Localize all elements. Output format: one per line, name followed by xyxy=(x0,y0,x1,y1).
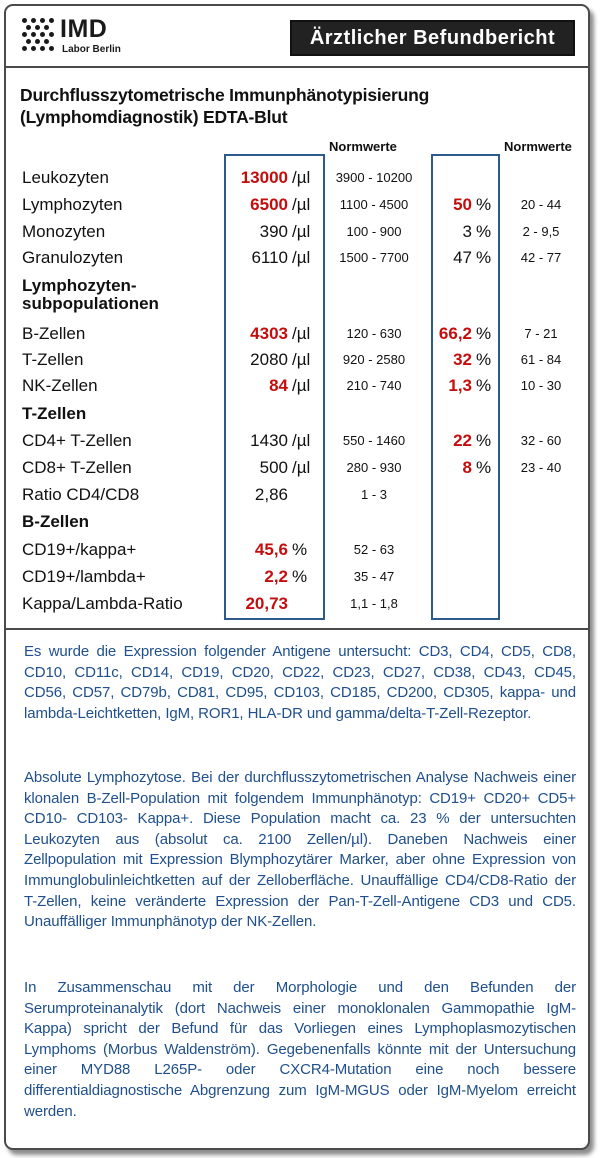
logo-dot xyxy=(26,25,31,30)
result-label: NK-Zellen xyxy=(22,376,98,395)
percent-value: 47 xyxy=(453,248,472,267)
result-value: 1430 xyxy=(250,431,288,450)
percent-unit: % xyxy=(476,458,492,477)
result-label: CD19+/lambda+ xyxy=(22,567,146,586)
reference-range: 920 - 2580 xyxy=(342,352,406,367)
result-row xyxy=(6,348,588,372)
result-unit: % xyxy=(292,540,308,559)
headline-line-2: (Lymphomdiagnostik) EDTA-Blut xyxy=(20,107,288,127)
logo-dots-icon xyxy=(22,18,56,52)
analysis-paragraph: Absolute Lymphozytose. Bei der durchflusszytometrischen Analyse Nachweis einer klonalen B-Zell-Population mit folgendem Immunphänotyp: CD19+ CD20+ CD5+ CD10- CD103- Kappa+. Diese Population macht ca. 23 % der untersuchten Leukozyten aus (absolut ca. 2100 Zellen/µl). Daneben Nachweis einer Zellpopulation mit Expression Blymphozytärer Marker, aber ohne Expression von Immunglobulinleichtketten auf der Zelloberfläche. Unauffällige CD4/CD8-Ratio der T-Zellen, keine veränderte Expression der Pan-T-Zell-Antigene CD3 und CD5. Unauffälliger Immunphänotyp der NK-Zellen. xyxy=(24,769,576,931)
result-row xyxy=(6,483,588,507)
reference-range: 1100 - 4500 xyxy=(339,197,409,212)
result-value: 2080 xyxy=(250,350,288,369)
logo-dot xyxy=(35,25,40,30)
logo-dot xyxy=(40,32,45,37)
result-label: CD8+ T-Zellen xyxy=(22,458,132,477)
report-title: Ärztlicher Befundbericht xyxy=(290,20,575,56)
result-label: Monozyten xyxy=(22,222,106,241)
percent-value: 32 xyxy=(453,350,472,369)
result-label: Leukozyten xyxy=(22,168,109,187)
section-label: Lymphozyten- xyxy=(22,276,137,295)
result-label: Ratio CD4/CD8 xyxy=(22,485,140,504)
percent-unit: % xyxy=(476,195,492,214)
percent-unit: % xyxy=(476,248,492,267)
result-label: Granulozyten xyxy=(22,248,124,267)
percent-value: 8 xyxy=(462,458,472,477)
result-value: 2,86 xyxy=(254,485,288,504)
logo-dot xyxy=(26,39,31,44)
conclusion-paragraph: In Zusammenschau mit der Morphologie und den Befunden der Serumproteinanalytik (dort Nachweis einer monoklonalen Gammopathie IgM-Kappa) spricht der Befund für das Vorliegen eines Lymphoplasmozytischen Lymphoms (Morbus Waldenström). Gegebenenfalls könnte mit der Untersuchung einer MYD88 L265P- oder CXCR4-Mutation eine noch bessere differentialdiagnostische Abgrenzung zum IgM-MGUS oder IgM-Myelom erreicht werden. xyxy=(24,979,576,1120)
section-heading xyxy=(6,274,588,313)
result-unit: /µl xyxy=(292,248,311,267)
result-row xyxy=(6,220,588,244)
reference-range: 1,1 - 1,8 xyxy=(350,596,398,611)
result-value: 500 xyxy=(259,458,288,477)
logo-dot xyxy=(49,46,54,51)
percent-reference-range: 20 - 44 xyxy=(520,197,562,212)
section-label: B-Zellen xyxy=(22,512,90,531)
result-row xyxy=(6,166,588,190)
normwerte-header-percent: Normwerte xyxy=(504,139,572,154)
logo-dot xyxy=(35,39,40,44)
percent-unit: % xyxy=(476,222,492,241)
logo-name: IMD xyxy=(60,15,108,43)
reference-range: 120 - 630 xyxy=(346,326,402,341)
logo-dot xyxy=(22,32,27,37)
headline-line-1: Durchflusszytometrische Immunphänotypisierung xyxy=(20,85,430,105)
result-unit: /µl xyxy=(292,195,311,214)
result-row xyxy=(6,538,588,562)
imd-logo xyxy=(22,16,132,56)
percent-unit: % xyxy=(476,376,492,395)
headline xyxy=(20,84,580,128)
section-label-line-2: subpopulationen xyxy=(22,294,159,313)
result-label: CD19+/kappa+ xyxy=(22,540,137,559)
logo-dot xyxy=(49,18,54,23)
result-label: Lymphozyten xyxy=(22,195,123,214)
result-row xyxy=(6,246,588,270)
logo-dot xyxy=(40,18,45,23)
section-divider xyxy=(6,628,588,630)
percent-value: 22 xyxy=(453,431,472,450)
percent-reference-range: 23 - 40 xyxy=(520,460,562,475)
percent-reference-range: 10 - 30 xyxy=(520,378,562,393)
antigen-paragraph: Es wurde die Expression folgender Antigene untersucht: CD3, CD4, CD5, CD8, CD10, CD11c, CD14, CD19, CD20, CD22, CD23, CD27, CD38, CD43, CD45, CD56, CD57, CD79b, CD81, CD95, CD103, CD185, CD200, CD305, kappa- und lambda-Leichtketten, IgM, ROR1, HLA-DR und gamma/delta-T-Zell-Rezeptor. xyxy=(24,643,576,722)
result-unit: /µl xyxy=(292,168,311,187)
result-label: T-Zellen xyxy=(22,350,84,369)
result-value: 6110 xyxy=(251,248,288,267)
percent-reference-range: 7 - 21 xyxy=(524,326,558,341)
result-row xyxy=(6,565,588,589)
percent-unit: % xyxy=(476,324,492,343)
percent-unit: % xyxy=(476,350,492,369)
logo-dot xyxy=(31,18,36,23)
section-heading xyxy=(6,402,588,426)
reference-range: 210 - 740 xyxy=(346,378,402,393)
logo-dot xyxy=(22,46,27,51)
logo-dot xyxy=(44,39,49,44)
result-unit: /µl xyxy=(292,376,311,395)
percent-reference-range: 42 - 77 xyxy=(520,250,562,265)
logo-dot xyxy=(44,25,49,30)
logo-dot xyxy=(40,46,45,51)
reference-range: 280 - 930 xyxy=(346,460,402,475)
percent-value: 3 xyxy=(462,222,472,241)
result-row xyxy=(6,429,588,453)
result-row xyxy=(6,322,588,346)
result-row xyxy=(6,374,588,398)
reference-range: 550 - 1460 xyxy=(342,433,406,448)
result-unit: /µl xyxy=(292,350,311,369)
section-heading xyxy=(6,510,588,534)
result-unit: % xyxy=(292,567,308,586)
percent-value: 66,2 xyxy=(438,324,472,343)
report-card xyxy=(4,4,590,1150)
result-value: 390 xyxy=(259,222,288,241)
result-label: CD4+ T-Zellen xyxy=(22,431,132,450)
percent-value: 1,3 xyxy=(448,376,472,395)
result-value: 4303 xyxy=(250,324,288,343)
reference-range: 1500 - 7700 xyxy=(339,250,409,265)
logo-dot xyxy=(31,46,36,51)
percent-value: 50 xyxy=(453,195,472,214)
result-row xyxy=(6,592,588,616)
reference-range: 52 - 63 xyxy=(353,542,395,557)
logo-dot xyxy=(22,18,27,23)
logo-subtitle: Labor Berlin xyxy=(62,44,121,55)
result-unit: /µl xyxy=(292,222,311,241)
report-header xyxy=(6,6,588,68)
reference-range: 1 - 3 xyxy=(360,487,387,502)
logo-dot xyxy=(31,32,36,37)
result-unit: /µl xyxy=(292,324,311,343)
reference-range: 100 - 900 xyxy=(346,224,402,239)
result-unit: /µl xyxy=(292,431,311,450)
logo-dot xyxy=(49,32,54,37)
result-unit: /µl xyxy=(292,458,311,477)
percent-unit: % xyxy=(476,431,492,450)
reference-range: 3900 - 10200 xyxy=(335,170,413,185)
result-row xyxy=(6,456,588,480)
result-value: 20,73 xyxy=(245,594,288,613)
result-value: 84 xyxy=(269,376,288,395)
result-row xyxy=(6,193,588,217)
result-label: Kappa/Lambda-Ratio xyxy=(22,594,183,613)
result-label: B-Zellen xyxy=(22,324,86,343)
result-value: 45,6 xyxy=(254,540,288,559)
result-value: 2,2 xyxy=(264,567,288,586)
result-value: 13000 xyxy=(240,168,288,187)
normwerte-header-absolute: Normwerte xyxy=(329,139,397,154)
percent-reference-range: 32 - 60 xyxy=(520,433,562,448)
percent-reference-range: 61 - 84 xyxy=(520,352,562,367)
result-value: 6500 xyxy=(250,195,288,214)
percent-reference-range: 2 - 9,5 xyxy=(522,224,560,239)
section-label: T-Zellen xyxy=(22,404,87,423)
reference-range: 35 - 47 xyxy=(353,569,395,584)
